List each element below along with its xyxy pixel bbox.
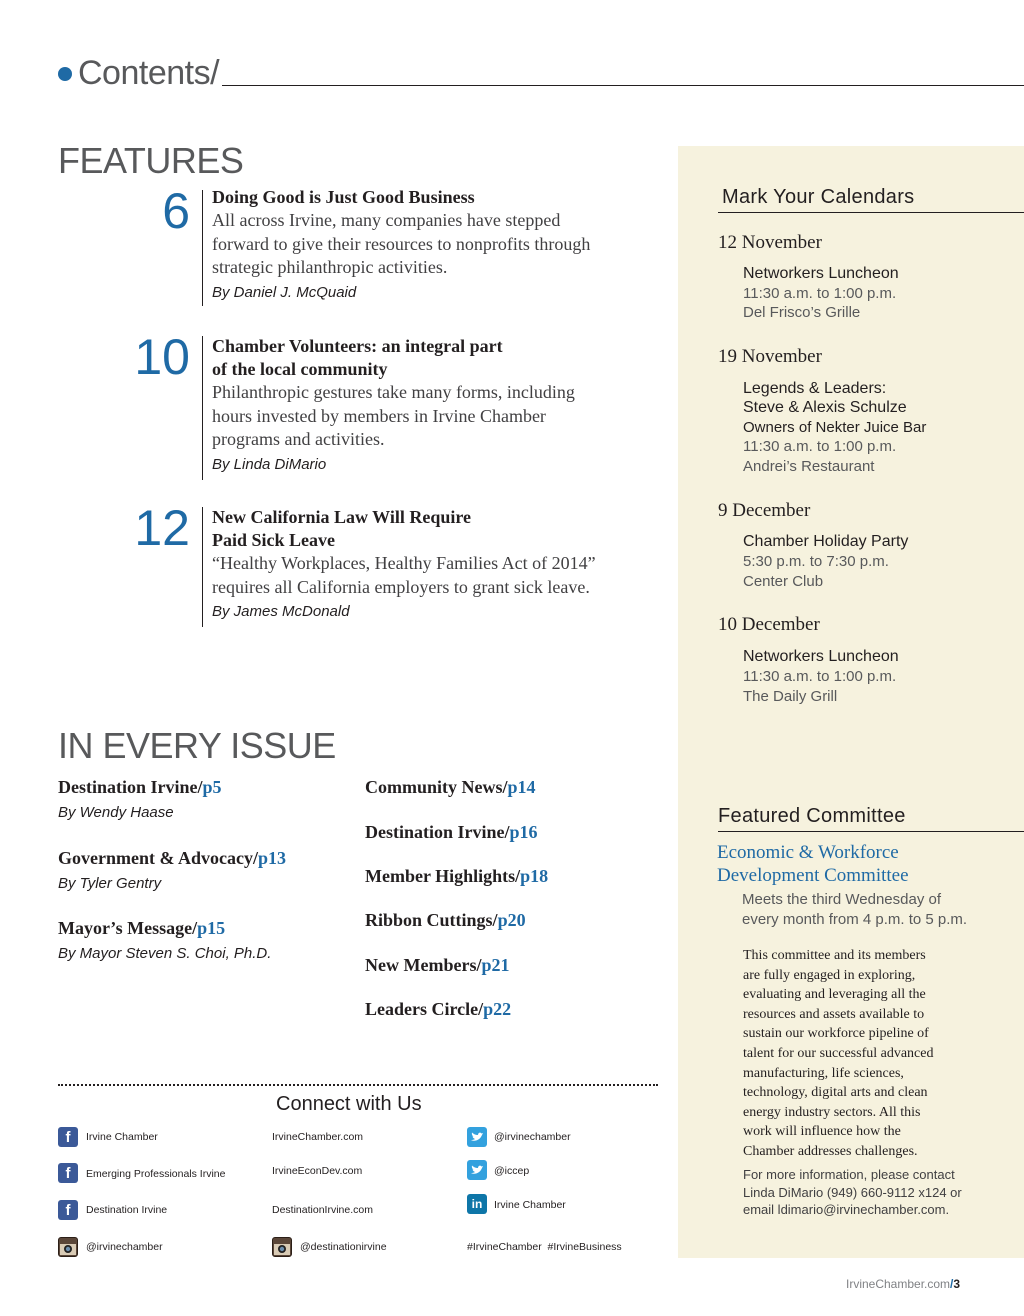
event-time: 11:30 a.m. to 1:00 p.m. bbox=[743, 438, 897, 455]
issue-item[interactable]: Ribbon Cuttings/p20 bbox=[365, 910, 526, 930]
footer-folio: IrvineChamber.com/3 bbox=[846, 1277, 961, 1291]
features-heading: FEATURES bbox=[58, 140, 244, 181]
event-title: Networkers Luncheon bbox=[743, 265, 899, 282]
linkedin-icon[interactable]: in bbox=[467, 1194, 487, 1214]
event-date: 12 November bbox=[718, 232, 822, 253]
event-title: Legends & Leaders: bbox=[743, 380, 887, 397]
feature-divider bbox=[202, 507, 203, 627]
event-date: 10 December bbox=[718, 614, 820, 635]
issue-byline: By Tyler Gentry bbox=[58, 875, 162, 892]
facebook-icon[interactable]: f bbox=[58, 1127, 78, 1147]
event-time: 11:30 a.m. to 1:00 p.m. bbox=[743, 285, 897, 302]
bullet-dot-icon bbox=[58, 67, 72, 81]
event-owner: Owners of Nekter Juice Bar bbox=[743, 419, 927, 436]
issue-item[interactable]: Community News/p14 bbox=[365, 777, 536, 797]
social-link[interactable]: @iccep bbox=[494, 1165, 530, 1177]
event-date: 19 November bbox=[718, 346, 822, 367]
feature-divider bbox=[202, 336, 203, 480]
committee-meets: Meets the third Wednesday of every month from 4 p.m. to 5 p.m. bbox=[742, 891, 968, 928]
social-link[interactable]: Irvine Chamber bbox=[86, 1131, 158, 1143]
issue-item[interactable]: Destination Irvine/p16 bbox=[365, 822, 538, 842]
committee-name: Economic & Workforce Development Committee bbox=[717, 842, 909, 886]
issue-byline: By Wendy Haase bbox=[58, 804, 174, 821]
issue-byline: By Mayor Steven S. Choi, Ph.D. bbox=[58, 945, 272, 962]
social-link[interactable]: Destination Irvine bbox=[86, 1204, 168, 1216]
instagram-icon[interactable] bbox=[58, 1237, 78, 1257]
website-link[interactable]: IrvineEconDev.com bbox=[272, 1165, 363, 1177]
social-link[interactable]: @irvinechamber bbox=[494, 1131, 571, 1143]
event-time: 5:30 p.m. to 7:30 p.m. bbox=[743, 553, 889, 570]
issue-item[interactable]: Mayor’s Message/p15 By Mayor Steven S. Choi, Ph.D. bbox=[58, 918, 272, 962]
feature-article[interactable] bbox=[212, 186, 652, 301]
facebook-icon[interactable]: f bbox=[58, 1163, 78, 1183]
instagram-icon[interactable] bbox=[272, 1237, 292, 1257]
issue-item[interactable]: Leaders Circle/p22 bbox=[365, 999, 512, 1019]
feature-article[interactable] bbox=[212, 506, 652, 620]
twitter-icon[interactable] bbox=[467, 1160, 487, 1180]
committee-contact: For more information, please contact Linda DiMario (949) 660-9112 x124 or email ldimario@irvinechamber.com. bbox=[743, 1167, 962, 1217]
social-link[interactable]: @irvinechamber bbox=[86, 1241, 163, 1253]
committee-rule bbox=[718, 831, 1024, 832]
feature-page-number: 10 bbox=[134, 329, 190, 385]
feature-title: Chamber Volunteers: an integral part of the local community bbox=[212, 336, 503, 379]
committee-description: This committee and its members are fully engaged in exploring, evaluating and leveraging all the resources and assets available to sustain our workforce pipeline of talent for our successful advanced manufacturing, life sciences, technology, digital arts and clean energy industry sectors. All this work will influence how the Chamber addresses challenges. bbox=[743, 948, 934, 1159]
event-venue: Center Club bbox=[743, 573, 824, 590]
page-title: Contents/ bbox=[78, 54, 220, 92]
calendar-rule bbox=[718, 212, 1024, 213]
event-venue: The Daily Grill bbox=[743, 688, 838, 705]
social-link[interactable]: Irvine Chamber bbox=[494, 1199, 566, 1211]
dotted-divider bbox=[58, 1084, 658, 1086]
issue-item[interactable]: New Members/p21 bbox=[365, 955, 510, 975]
connect-heading: Connect with Us bbox=[276, 1093, 422, 1115]
event-venue: Del Frisco’s Grille bbox=[743, 304, 861, 321]
website-link[interactable]: DestinationIrvine.com bbox=[272, 1204, 373, 1216]
event-venue: Andrei’s Restaurant bbox=[743, 458, 875, 475]
hashtags: #IrvineChamber #IrvineBusiness bbox=[467, 1241, 622, 1253]
feature-byline: By Daniel J. McQuaid bbox=[212, 283, 357, 301]
feature-byline: By Linda DiMario bbox=[212, 455, 327, 473]
event-date: 9 December bbox=[718, 500, 811, 521]
event-time: 11:30 a.m. to 1:00 p.m. bbox=[743, 668, 897, 685]
feature-page-number: 6 bbox=[162, 183, 190, 239]
event-title: Chamber Holiday Party bbox=[743, 533, 909, 550]
social-link[interactable]: @destinationirvine bbox=[300, 1241, 387, 1253]
feature-summary: All across Irvine, many companies have stepped forward to give their resources to nonprofits through strategic philanthropic activities. bbox=[212, 210, 591, 277]
committee-heading: Featured Committee bbox=[718, 805, 906, 827]
issue-item[interactable]: Member Highlights/p18 bbox=[365, 866, 549, 886]
feature-byline: By James McDonald bbox=[212, 603, 350, 620]
issue-item[interactable]: Government & Advocacy/p13 By Tyler Gentry bbox=[58, 848, 286, 892]
event-title: Steve & Alexis Schulze bbox=[743, 399, 907, 416]
feature-page-number: 12 bbox=[134, 500, 190, 556]
event-title: Networkers Luncheon bbox=[743, 648, 899, 665]
facebook-icon[interactable]: f bbox=[58, 1200, 78, 1220]
header-rule bbox=[222, 85, 1024, 86]
twitter-icon[interactable] bbox=[467, 1127, 487, 1147]
feature-summary: Philanthropic gestures take many forms, including hours invested by members in Irvine Chamber programs and activities. bbox=[212, 382, 575, 449]
feature-title: Doing Good is Just Good Business bbox=[212, 187, 475, 207]
every-issue-heading: IN EVERY ISSUE bbox=[58, 725, 336, 766]
feature-divider bbox=[202, 190, 203, 306]
feature-article[interactable] bbox=[212, 335, 652, 473]
social-link[interactable]: Emerging Professionals Irvine bbox=[86, 1168, 226, 1180]
feature-summary: “Healthy Workplaces, Healthy Families Act of 2014” requires all California employers to grant sick leave. bbox=[212, 553, 596, 597]
feature-title: New California Law Will Require Paid Sick Leave bbox=[212, 507, 472, 550]
website-link[interactable]: IrvineChamber.com bbox=[272, 1131, 364, 1143]
issue-item[interactable]: Destination Irvine/p5 By Wendy Haase bbox=[58, 777, 222, 821]
calendar-heading: Mark Your Calendars bbox=[722, 186, 915, 208]
